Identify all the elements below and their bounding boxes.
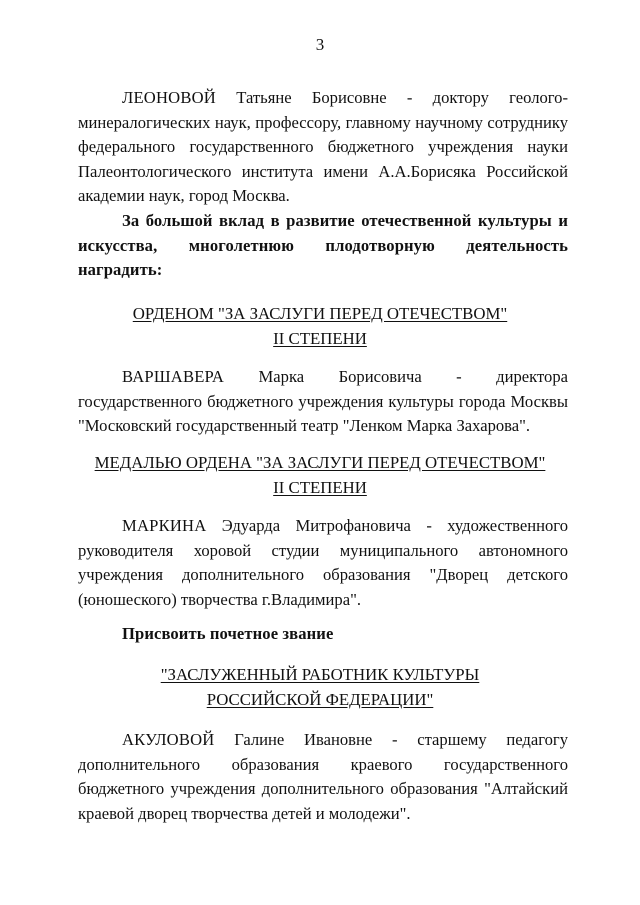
award-entry-leonova [78, 86, 568, 209]
recipient-surname: МАРКИНА [122, 516, 207, 535]
award-entry-markin [78, 514, 568, 612]
award-heading-line: II СТЕПЕНИ [273, 328, 367, 348]
award-heading-line: II СТЕПЕНИ [273, 477, 367, 497]
recipient-description: Марка Борисовича - директора государственного бюджетного учреждения культуры города Москвы "Московский государственный театр "Ленком Марка Захарова". [78, 367, 568, 435]
recipient-description: Галине Ивановне - старшему педагогу дополнительного образования краевого государственного бюджетного учреждения дополнительного образования "Алтайский краевой дворец творчества детей и молодежи". [78, 730, 568, 823]
honorary-title-paragraph [78, 622, 568, 647]
recipient-description: Татьяне Борисовне - доктору геолого-минералогических наук, профессору, главному научному сотруднику федерального государственного бюджетного учреждения науки Палеонтологического института имени А.А.Борисяка Российской академии наук, город Москва. [78, 88, 568, 205]
page-number: 3 [315, 35, 325, 54]
award-heading-line: МЕДАЛЬЮ ОРДЕНА "ЗА ЗАСЛУГИ ПЕРЕД ОТЕЧЕСТВОМ" [94, 453, 546, 472]
award-heading-line: "ЗАСЛУЖЕННЫЙ РАБОТНИК КУЛЬТУРЫ [160, 665, 480, 684]
award-heading-honored-worker [0, 663, 640, 712]
award-entry-varshaver [78, 365, 568, 439]
award-heading-line: ОРДЕНОМ "ЗА ЗАСЛУГИ ПЕРЕД ОТЕЧЕСТВОМ" [132, 304, 508, 323]
award-heading-medal [0, 451, 640, 500]
award-decision-text: За большой вклад в развитие отечественной культуры и искусства, многолетнюю плодотворную деятельность наградить: [78, 211, 568, 279]
award-heading-order [0, 302, 640, 351]
award-entry-akulova [78, 728, 568, 826]
recipient-description: Эдуарда Митрофановича - художественного руководителя хоровой студии муниципального автономного учреждения дополнительного образования "Дворец детского (юношеского) творчества г.Владимира". [78, 516, 568, 609]
honorary-title-text: Присвоить почетное звание [122, 624, 334, 643]
award-decision-paragraph [78, 209, 568, 283]
recipient-surname: ВАРШАВЕРА [122, 367, 225, 386]
award-heading-line: РОССИЙСКОЙ ФЕДЕРАЦИИ" [206, 689, 434, 709]
recipient-surname: АКУЛОВОЙ [122, 730, 215, 749]
recipient-surname: ЛЕОНОВОЙ [122, 88, 216, 107]
